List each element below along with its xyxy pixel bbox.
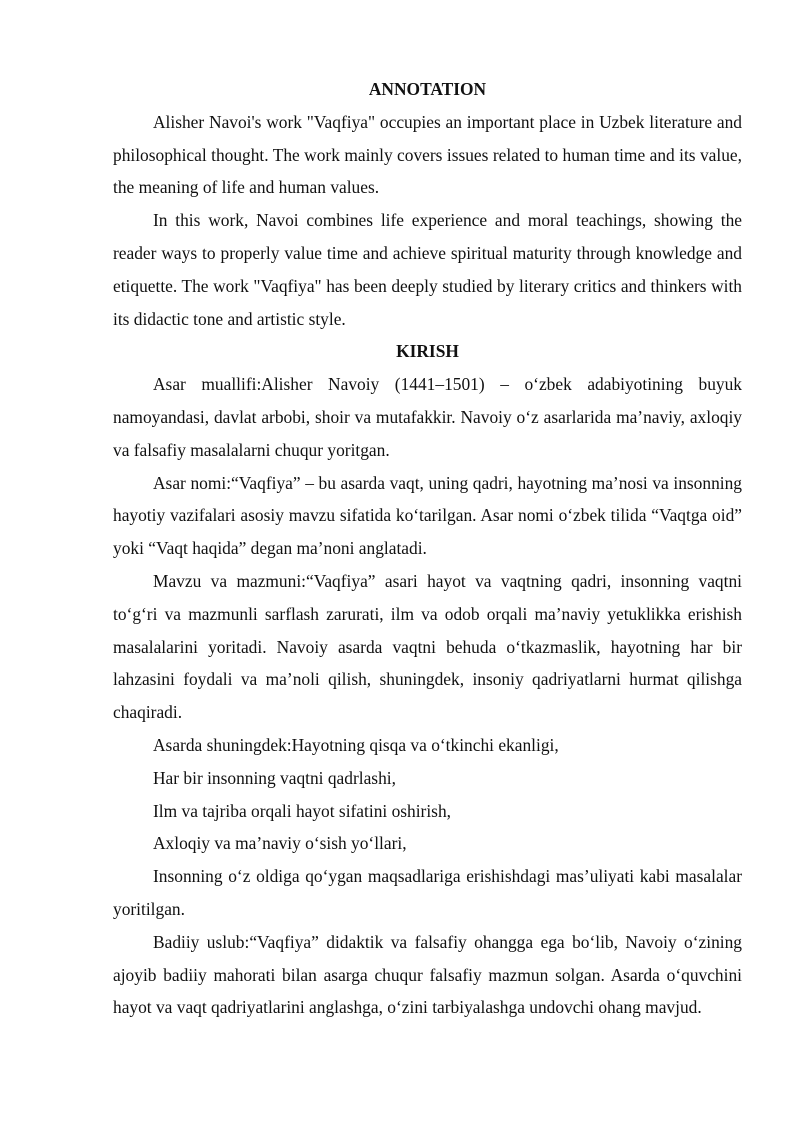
kirish-list-item-5: Insonning o‘z oldiga qo‘ygan maqsadlariga erishishdagi mas’uliyati kabi masalalar yoritilgan. xyxy=(113,866,742,919)
kirish-paragraph-title: Asar nomi:“Vaqfiya” – bu asarda vaqt, uning qadri, hayotning ma’nosi va insonning hayotiy vazifalari asosiy mavzu sifatida ko‘tarilgan. Asar nomi o‘zbek tilida “Vaqtga oid” yoki “Vaqt haqida” degan ma’noni anglatadi. xyxy=(113,472,742,559)
kirish-paragraph-style: Badiiy uslub:“Vaqfiya” didaktik va falsafiy ohangga ega bo‘lib, Navoiy o‘zining ajoyib badiiy mahorati bilan asarga chuqur falsafiy mazmun solgan. Asarda o‘quvchini hayot va vaqt qadriyatlarini anglashga, o‘zini tarbiyalashga undovchi ohang mavjud. xyxy=(113,931,742,1018)
annotation-heading: ANNOTATION xyxy=(368,79,487,99)
document-page xyxy=(113,73,742,1024)
annotation-paragraph-2: In this work, Navoi combines life experience and moral teachings, showing the reader ways to properly value time and achieve spiritual maturity through knowledge and etiquette. The work "Vaqfiya" has been deeply studied by literary critics and thinkers with its didactic tone and artistic style. xyxy=(113,210,742,329)
annotation-paragraph-1: Alisher Navoi's work "Vaqfiya" occupies an important place in Uzbek literature and philosophical thought. The work mainly covers issues related to human time and its value, the meaning of life and human values. xyxy=(113,111,742,198)
kirish-heading: KIRISH xyxy=(396,341,459,362)
kirish-list-item-4: Axloqiy va ma’naviy o‘sish yo‘llari, xyxy=(153,833,407,854)
kirish-list-item-1: Asarda shuningdek:Hayotning qisqa va o‘tkinchi ekanligi, xyxy=(153,734,559,755)
kirish-list-item-2: Har bir insonning vaqtni qadrlashi, xyxy=(153,767,396,788)
kirish-paragraph-author: Asar muallifi:Alisher Navoiy (1441–1501) – o‘zbek adabiyotining buyuk namoyandasi, davlat arbobi, shoir va mutafakkir. Navoiy o‘z asarlarida ma’naviy, axloqiy va falsafiy masalalarni chuqur yoritgan. xyxy=(113,374,742,460)
kirish-paragraph-theme: Mavzu va mazmuni:“Vaqfiya” asari hayot va vaqtning qadri, insonning vaqtni to‘g‘ri va mazmunli sarflash zarurati, ilm va odob orqali ma’naviy yetuklikka erishish masalalarini yoritadi. Navoiy asarda vaqtni behuda o‘tkazmaslik, hayotning har bir lahzasini foydali va ma’noli qilish, shuningdek, insoniy qadriyatlarni hurmat qilishga chaqiradi. xyxy=(113,570,742,723)
kirish-list-item-3: Ilm va tajriba orqali hayot sifatini oshirish, xyxy=(153,800,451,821)
